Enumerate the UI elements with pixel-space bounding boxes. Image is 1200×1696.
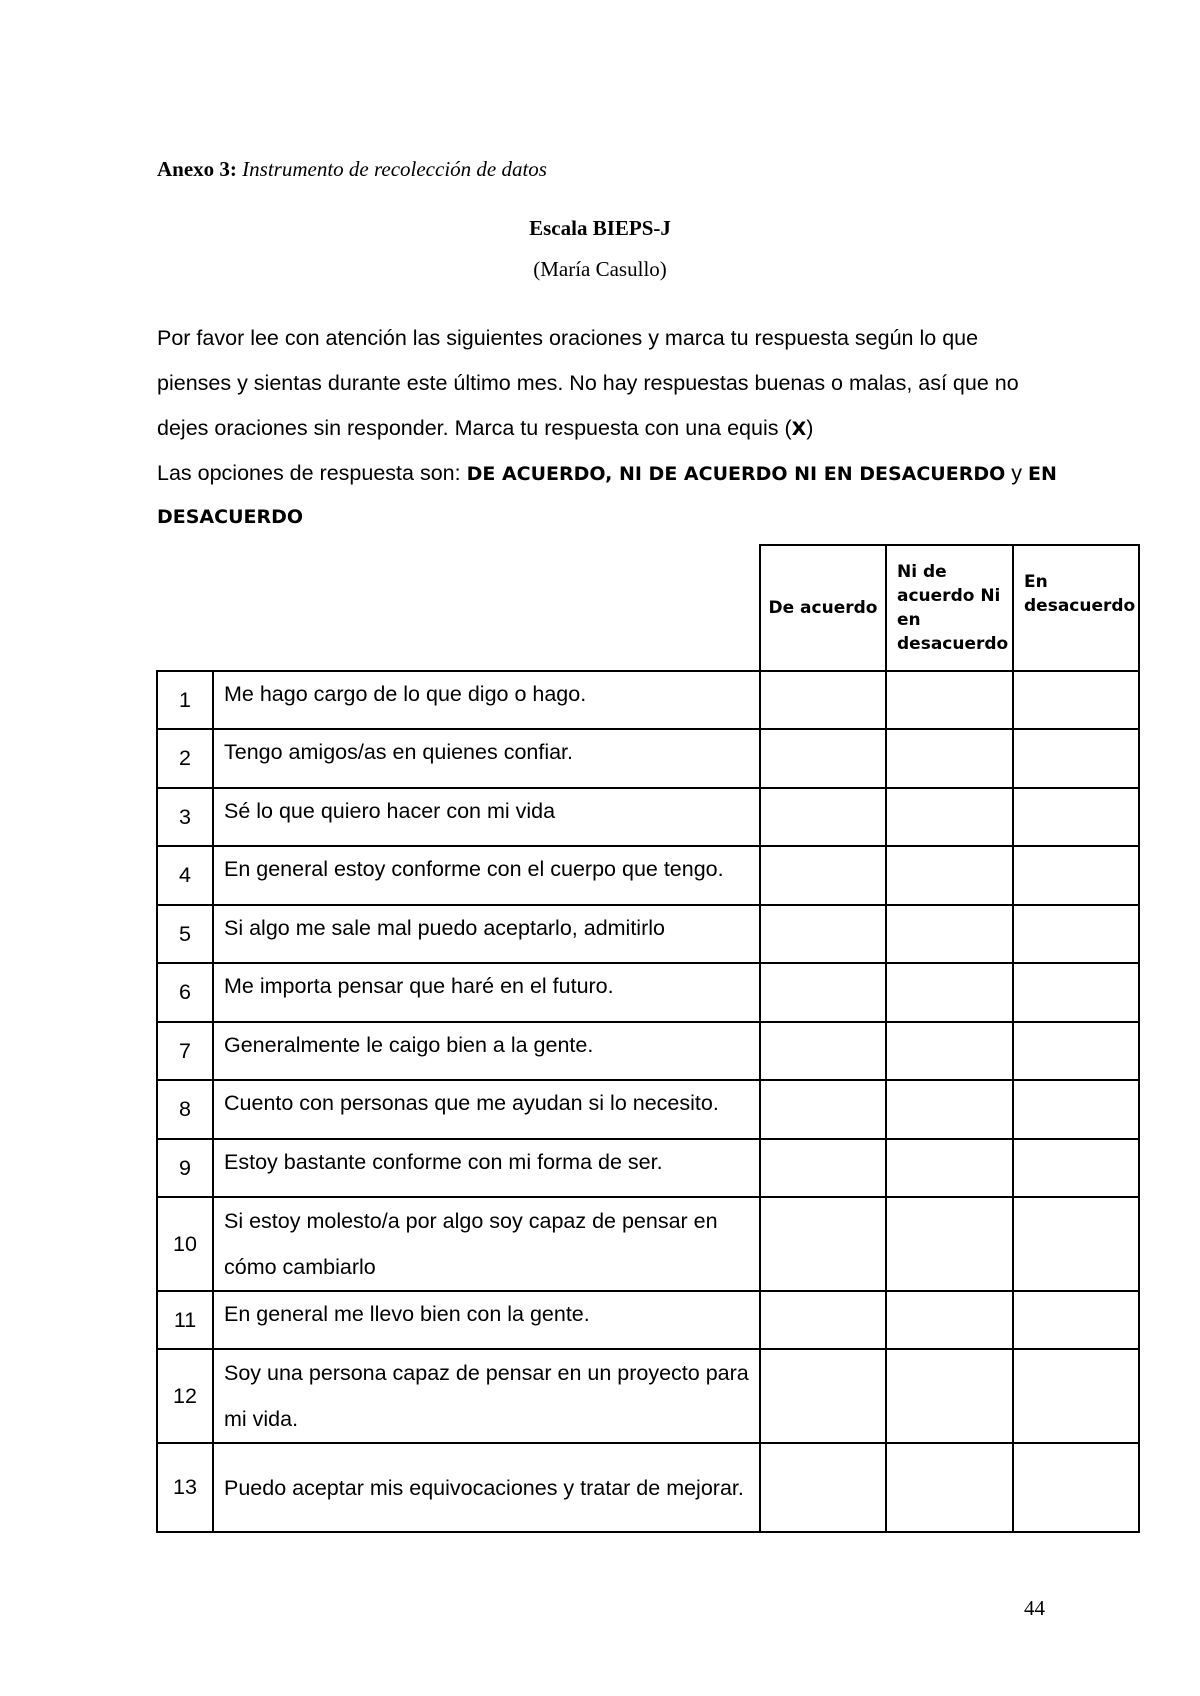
item-number: 6 <box>157 963 213 1022</box>
table-row <box>157 905 1139 963</box>
answer-cell-neutral[interactable] <box>886 671 1013 729</box>
answer-cell-agree[interactable] <box>760 1349 886 1443</box>
item-number: 8 <box>157 1080 213 1139</box>
item-statement: Soy una persona capaz de pensar en un proyecto para mi vida. <box>213 1349 760 1443</box>
table-row <box>157 1139 1139 1197</box>
table-row <box>157 788 1139 846</box>
answer-cell-neutral[interactable] <box>886 1443 1013 1532</box>
item-statement: En general me llevo bien con la gente. <box>213 1291 760 1349</box>
item-statement: Me hago cargo de lo que digo o hago. <box>213 671 760 729</box>
answer-cell-disagree[interactable] <box>1013 1443 1139 1532</box>
instructions-line-1: Por favor lee con atención las siguientes oraciones y marca tu respuesta según lo que <box>157 326 979 350</box>
table-row <box>157 1197 1139 1291</box>
answer-cell-disagree[interactable] <box>1013 1197 1139 1291</box>
answer-cell-neutral[interactable] <box>886 1022 1013 1080</box>
answer-cell-agree[interactable] <box>760 1080 886 1139</box>
answer-cell-neutral[interactable] <box>886 1197 1013 1291</box>
annex-text: Instrumento de recolección de datos <box>242 157 547 181</box>
answer-cell-neutral[interactable] <box>886 1291 1013 1349</box>
table-row <box>157 1080 1139 1139</box>
item-statement: Puedo aceptar mis equivocaciones y tratar de mejorar. <box>213 1443 760 1532</box>
instructions-options-1: DE ACUERDO, NI DE ACUERDO NI EN DESACUERDO <box>466 463 1006 485</box>
response-table <box>156 544 1140 1533</box>
item-statement: Me importa pensar que haré en el futuro. <box>213 963 760 1022</box>
answer-cell-agree[interactable] <box>760 788 886 846</box>
instructions-mark-x: X <box>791 418 807 440</box>
table-row <box>157 729 1139 788</box>
item-statement: Sé lo que quiero hacer con mi vida <box>213 788 760 846</box>
instructions-line-4 <box>157 461 1057 486</box>
column-header-disagree: En desacuerdo <box>1013 545 1139 671</box>
item-number: 4 <box>157 846 213 905</box>
item-number: 7 <box>157 1022 213 1080</box>
answer-cell-neutral[interactable] <box>886 963 1013 1022</box>
answer-cell-neutral[interactable] <box>886 729 1013 788</box>
table-row <box>157 963 1139 1022</box>
item-number: 1 <box>157 671 213 729</box>
answer-cell-agree[interactable] <box>760 1022 886 1080</box>
column-header-neutral: Ni de acuerdo Ni en desacuerdo <box>886 545 1013 671</box>
item-statement: Estoy bastante conforme con mi forma de ser. <box>213 1139 760 1197</box>
item-statement: Generalmente le caigo bien a la gente. <box>213 1022 760 1080</box>
answer-cell-agree[interactable] <box>760 1139 886 1197</box>
answer-cell-neutral[interactable] <box>886 1349 1013 1443</box>
scale-title: Escala BIEPS-J <box>529 216 671 240</box>
answer-cell-disagree[interactable] <box>1013 1291 1139 1349</box>
item-statement: Si algo me sale mal puedo aceptarlo, admitirlo <box>213 905 760 963</box>
table-row <box>157 846 1139 905</box>
instructions-line-2: pienses y sientas durante este último mes. No hay respuestas buenas o malas, así que no <box>157 371 1019 395</box>
instructions-line-3 <box>157 416 813 441</box>
answer-cell-agree[interactable] <box>760 905 886 963</box>
table-row <box>157 1349 1139 1443</box>
answer-cell-disagree[interactable] <box>1013 1022 1139 1080</box>
answer-cell-agree[interactable] <box>760 729 886 788</box>
answer-cell-neutral[interactable] <box>886 905 1013 963</box>
page-number: 44 <box>1024 1596 1045 1620</box>
answer-cell-disagree[interactable] <box>1013 963 1139 1022</box>
answer-cell-disagree[interactable] <box>1013 788 1139 846</box>
answer-cell-disagree[interactable] <box>1013 1139 1139 1197</box>
answer-cell-agree[interactable] <box>760 671 886 729</box>
answer-cell-neutral[interactable] <box>886 846 1013 905</box>
answer-cell-agree[interactable] <box>760 846 886 905</box>
item-number: 12 <box>157 1349 213 1443</box>
instructions-options-2: EN <box>1027 463 1057 485</box>
item-number: 9 <box>157 1139 213 1197</box>
instructions-options-and: y <box>1005 461 1028 485</box>
answer-cell-neutral[interactable] <box>886 1139 1013 1197</box>
item-number: 10 <box>157 1197 213 1291</box>
answer-cell-disagree[interactable] <box>1013 729 1139 788</box>
item-number: 5 <box>157 905 213 963</box>
annex-label: Anexo 3: <box>157 157 237 181</box>
table-header-row <box>157 545 1139 671</box>
answer-cell-disagree[interactable] <box>1013 1080 1139 1139</box>
scale-author: (María Casullo) <box>533 257 667 281</box>
table-row <box>157 1022 1139 1080</box>
item-number: 3 <box>157 788 213 846</box>
answer-cell-agree[interactable] <box>760 963 886 1022</box>
table-row <box>157 1443 1139 1532</box>
answer-cell-agree[interactable] <box>760 1291 886 1349</box>
instructions-line-3-end: ) <box>806 416 814 440</box>
answer-cell-neutral[interactable] <box>886 1080 1013 1139</box>
answer-cell-disagree[interactable] <box>1013 671 1139 729</box>
answer-cell-neutral[interactable] <box>886 788 1013 846</box>
item-statement: Cuento con personas que me ayudan si lo necesito. <box>213 1080 760 1139</box>
answer-cell-disagree[interactable] <box>1013 1349 1139 1443</box>
answer-cell-disagree[interactable] <box>1013 846 1139 905</box>
answer-cell-agree[interactable] <box>760 1197 886 1291</box>
item-number: 2 <box>157 729 213 788</box>
instructions-line-3-text: dejes oraciones sin responder. Marca tu respuesta con una equis ( <box>157 416 792 440</box>
annex-heading <box>157 157 547 182</box>
instructions-line-5: DESACUERDO <box>157 506 304 528</box>
item-statement: Si estoy molesto/a por algo soy capaz de pensar en cómo cambiarlo <box>213 1197 760 1291</box>
answer-cell-disagree[interactable] <box>1013 905 1139 963</box>
table-row <box>157 671 1139 729</box>
item-statement: Tengo amigos/as en quienes confiar. <box>213 729 760 788</box>
instructions-options-lead: Las opciones de respuesta son: <box>157 461 467 485</box>
item-statement: En general estoy conforme con el cuerpo que tengo. <box>213 846 760 905</box>
item-number: 13 <box>157 1443 213 1532</box>
answer-cell-agree[interactable] <box>760 1443 886 1532</box>
column-header-agree: De acuerdo <box>760 545 886 671</box>
table-row <box>157 1291 1139 1349</box>
item-number: 11 <box>157 1291 213 1349</box>
